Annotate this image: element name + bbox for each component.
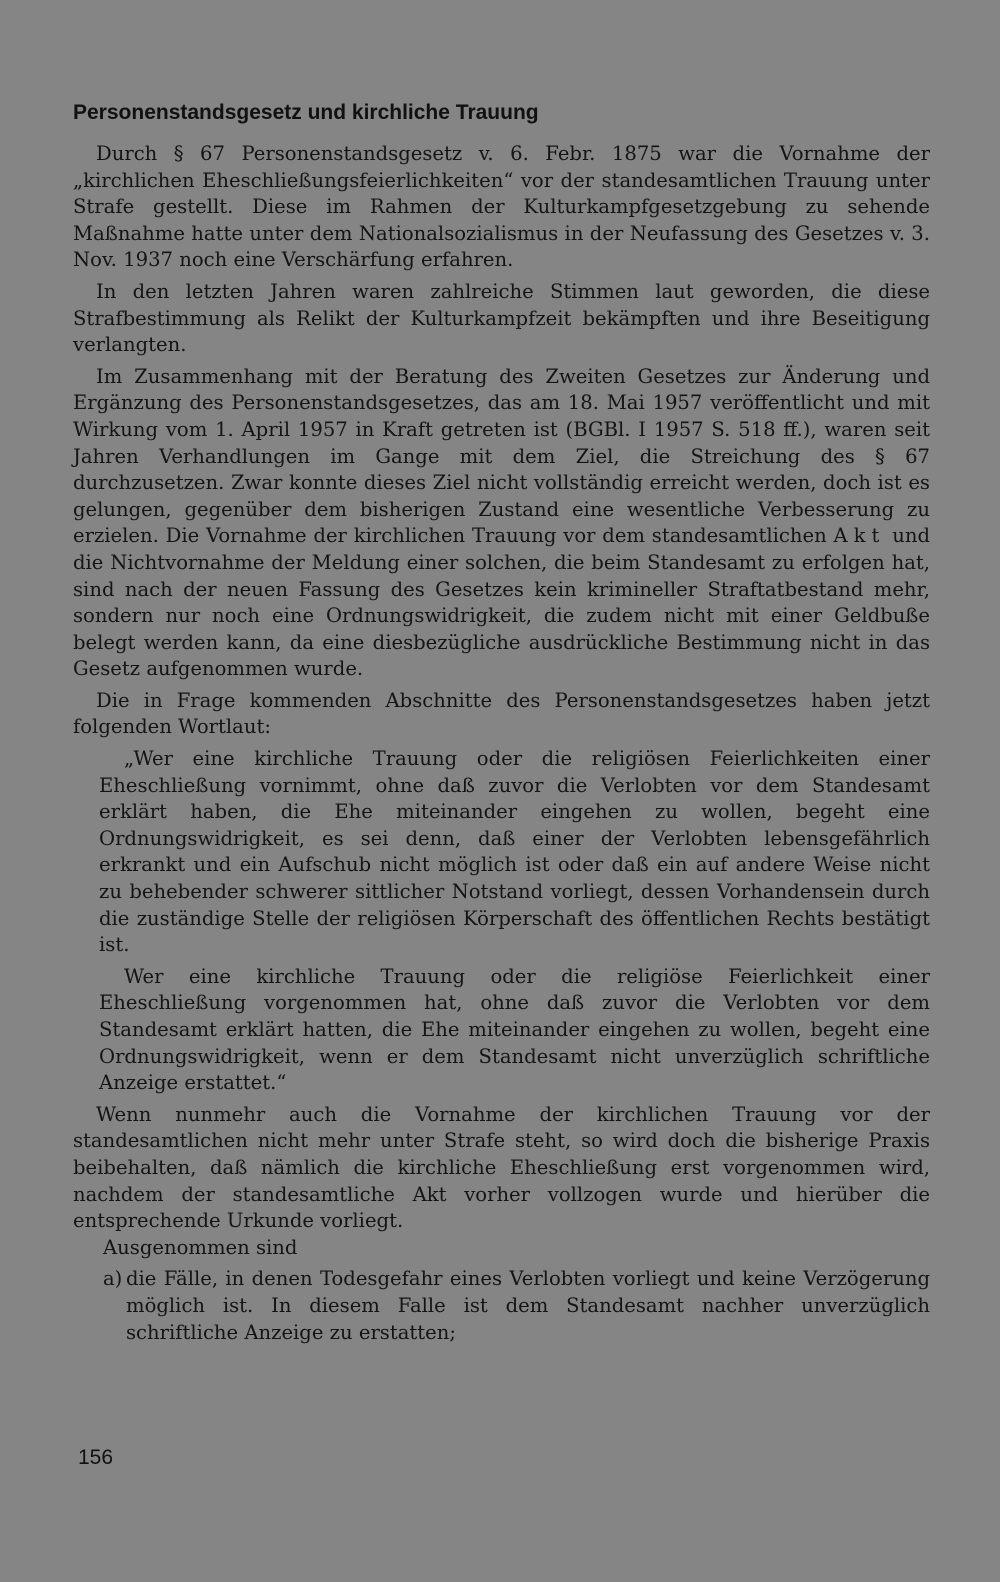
paragraph-history: Durch § 67 Personenstandsgesetz v. 6. Febr. 1875 war die Vornahme der „kirchlichen Eheschließungsfeierlichkeiten“ vor der standesamtlichen Trauung unter Strafe gestellt. Diese im Rahmen der Kulturkampfgesetzgebung zu sehende Maßnahme hatte unter dem Nationalsozialismus in der Neufassung des Gesetzes v. 3. Nov. 1937 noch eine Verschärfung erfahren.	[73, 142, 930, 272]
exceptions-intro: Ausgenommen sind	[103, 1235, 298, 1259]
law-quotation	[99, 746, 930, 1097]
quote-paragraph-2: Wer eine kirchliche Trauung oder die religiöse Feierlichkeit einer Eheschließung vorgenommen hat, ohne daß zuvor die Verlobten vor dem Standesamt erklärt hatten, die Ehe miteinander eingehen zu wollen, begeht eine Ordnungswidrigkeit, wenn er dem Standesamt nicht unverzüglich schriftliche Anzeige erstattet.“	[99, 964, 930, 1095]
paragraph-criticism: In den letzten Jahren waren zahlreiche Stimmen laut geworden, die diese Strafbestimmung als Relikt der Kulturkampfzeit bekämpften und ihre Beseitigung verlangten.	[73, 279, 930, 357]
page-number: 156	[78, 1446, 114, 1469]
quote-paragraph-1: „Wer eine kirchliche Trauung oder die religiösen Feierlichkeiten einer Eheschließung vornimmt, ohne daß zuvor die Verlobten vor dem Standesamt erklärt haben, die Ehe miteinander eingehen zu wollen, begeht eine Ordnungswidrigkeit, es sei denn, daß einer der Verlobten lebensgefährlich erkrankt und ein Aufschub nicht möglich ist oder daß ein auf andere Weise nicht zu behebender schwerer sittlicher Notstand vorliegt, dessen Vorhandensein durch die zuständige Stelle der religiösen Körperschaft des öffentlichen Rechts bestätigt ist.	[99, 747, 930, 957]
emphasized-word: Akt	[833, 524, 886, 548]
paragraph-reform	[73, 364, 930, 683]
reform-text-start: Im Zusammenhang mit der Beratung des Zweiten Gesetzes zur Änderung und Ergänzung des Personenstandsgesetzes, das am 18. Mai 1957 veröffentlicht und mit Wirkung vom 1. April 1957 in Kraft getreten ist (BGBl. I 1957 S. 518 ff.), waren seit Jahren Verhandlungen im Gange mit dem Ziel, die Streichung des § 67 durchzusetzen. Zwar konnte dieses Ziel nicht vollständig erreicht werden, doch ist es gelungen, gegenüber dem bisherigen Zustand eine wesentliche Verbesserung zu erzielen. Die Vornahme der kirchlichen Trauung vor dem standesamtlichen	[73, 364, 930, 548]
reform-text-end: und die Nichtvornahme der Meldung einer solchen, die beim Standesamt zu erfolgen hat, sind nach der neuen Fassung des Gesetzes kein krimineller Straftatbestand mehr, sondern nur noch eine Ordnungswidrigkeit, die zudem nicht mit einer Geldbuße belegt werden kann, da eine diesbezügliche ausdrückliche Bestimmung nicht in das Gesetz aufgenommen wurde.	[73, 524, 930, 681]
paragraph-practice: Wenn nunmehr auch die Vornahme der kirchlichen Trauung vor der standesamtlichen nicht mehr unter Strafe steht, so wird doch die bisherige Praxis beibehalten, daß nämlich die kirchliche Eheschließung erst vorgenommen wird, nachdem der standesamtliche Akt vorher vollzogen wurde und hierüber die entsprechende Urkunde vorliegt.	[73, 1102, 930, 1233]
exception-item	[103, 1266, 930, 1346]
page-body	[73, 100, 930, 1346]
paragraph-wording-intro: Die in Frage kommenden Abschnitte des Personenstandsgesetzes haben jetzt folgenden Wortlaut:	[73, 688, 930, 739]
exception-label: a)	[103, 1267, 123, 1291]
exception-text: die Fälle, in denen Todesgefahr eines Verlobten vorliegt und keine Verzögerung möglich ist. In diesem Falle ist dem Standesamt nachher unverzüglich schriftliche Anzeige zu erstatten;	[126, 1267, 930, 1344]
section-heading: Personenstandsgesetz und kirchliche Trauung	[73, 101, 539, 124]
